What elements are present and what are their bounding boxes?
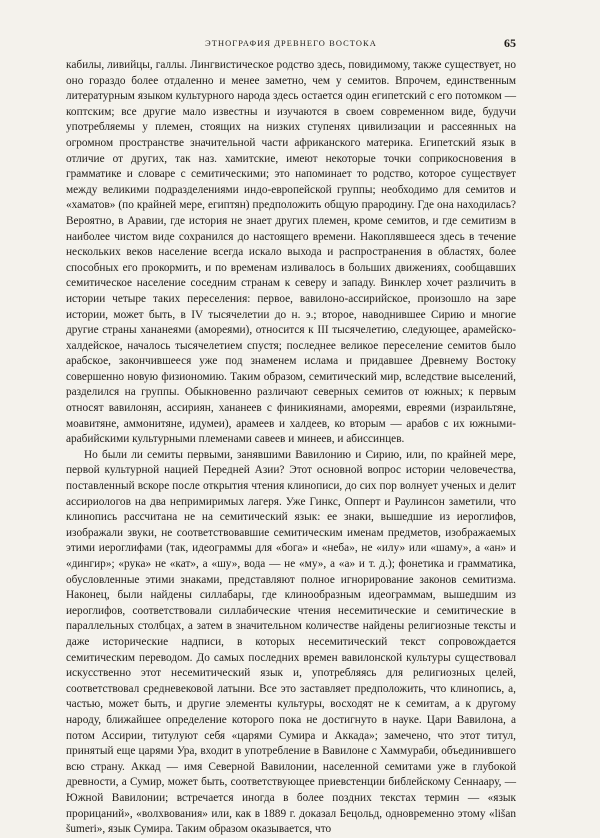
paragraph-2: Но были ли семиты первыми, занявшими Вавилонию и Сирию, или, по крайней мере, первой культурной нацией Передней Азии? Этот основной вопрос истории человечества, поставленный вскоре после открытия чтения клинописи, до сих пор волнует ученых и делит ассириологов на два непримиримых лагеря. Уже Гинкс, Опперт и Раулинсон заметили, что клинопись рассчитана не на семитический язык: ее знаки, вышедшие из иероглифов, изображали звуки, не соответствовавшие семитическим именам предметов, изображаемых этими иероглифами (так, идеограммы для «бога» и «неба», не «илу» или «шаму», а «ан» и «дингир»; «рука» не «кат», а «шу», вода — не «му», а «а» и т. д.); фонетика и грамматика, обусловленные этими знаками, представляют полное игнорирование законов семитизма. Наконец, были найдены силлабары, где клинообразным идеограммам, вышедшим из иероглифов, соответствовали силлабические чтения несемитические и семитические в параллельных столбцах, а затем в значительном количестве найдены религиозные тексты и даже исторические надписи, в которых несемитический текст сопровождается семитическим переводом. До самых последних времен вавилонской культуры существовал искусственно этот несемитический язык и, употребляясь для религиозных целей, соответствовал средневековой латыни. Все это заставляет предположить, что клинопись, а, частью, может быть, и другие элементы культуры, восходят не к семитам, а к другому народу, ближайшее определение которого пока не достигнуто в науке. Цари Вавилона, а потом Ассирии, титулуют себя «царями Сумира и Аккада»; замечено, что этот титул, принятый еще царями Ура, входит в употребление в Вавилоне с Хаммураби, объединившего всю страну. Аккад — имя Северной Вавилонии, населенной семитами уже в глубокой древности, а Сумир, может быть, соответствующее приевстенции библейскому Сеннаару, — Южной Вавилонии; встречается иногда в более поздних текстах термин — «язык прорицаний», «волхвования» или, как в 1889 г. доказал Бецольд, одновременно этому «lišan šumeri», язык Сумира. Таким образом оказывается, что bbox=[66, 448, 516, 836]
body-text bbox=[66, 58, 516, 838]
running-head-title: ЭТНОГРАФИЯ ДРЕВНЕГО ВОСТОКА bbox=[205, 39, 377, 48]
page-number: 65 bbox=[504, 36, 516, 50]
paragraph-1: кабилы, ливийцы, галлы. Лингвистическое родство здесь, повидимому, также существует, но оно гораздо более отдаленно и менее заметно, чем у семитов. Впрочем, единственным литературным языком культурного народа здесь остается один египетский с его потомком — коптским; все другие мало известны и изучаются в своем современном виде, будучи употребляемы у племен, стоящих на низких ступенях цивилизации и рассеянных на огромном пространстве значительной части африканского материка. Египетский язык в отличие от других, так наз. хамитские, имеют некоторые точки соприкосновения в грамматике и словаре с семитическими; это напоминает то родство, которое существует между великими подразделениями индо-европейской группы; необходимо для семитов и «хаматов» (по крайней мере, египтян) предположить общую прародину. Где она находилась? Вероятно, в Аравии, где история не знает других племен, кроме семитов, и где семитизм в наиболее чистом виде сохранился до настоящего времени. Накоплявшееся здесь в течение нескольких веков население всегда искало выхода и распространения в областях, более способных его прокормить, и по временам изливалось в больших движениях, сообщавших семитическое население соседним странам к северу и западу. Винклер хочет различить в истории четыре таких переселения: первое, вавилоно-ассирийское, произошло на заре истории, может быть, в IV тысячелетии до н. э.; второе, наводнившее Сирию и многие другие страны хананеями (амореями), относится к III тысячелетию, следующее, арамейско-халдейское, началось тысячелетием спустя; последнее великое переселение семитов было арабское, закончившееся уже под знаменем ислама и придавшее Древнему Востоку совершенно новую физиономию. Таким образом, семитический мир, вследствие выселений, разделился на группы. Обыкновенно различают северных семитов от южных; к первым относят вавилонян, ассириян, хананеев с финикиянами, амореями, евреями (израильтяне, моавитяне, аммонитяне, идумеи), арамеев и халдеев, ко вторым — арабов с их южными-арабийскими культурными племенами савеев и минеев, и абиссинцев. bbox=[66, 59, 516, 446]
running-head bbox=[66, 36, 516, 52]
